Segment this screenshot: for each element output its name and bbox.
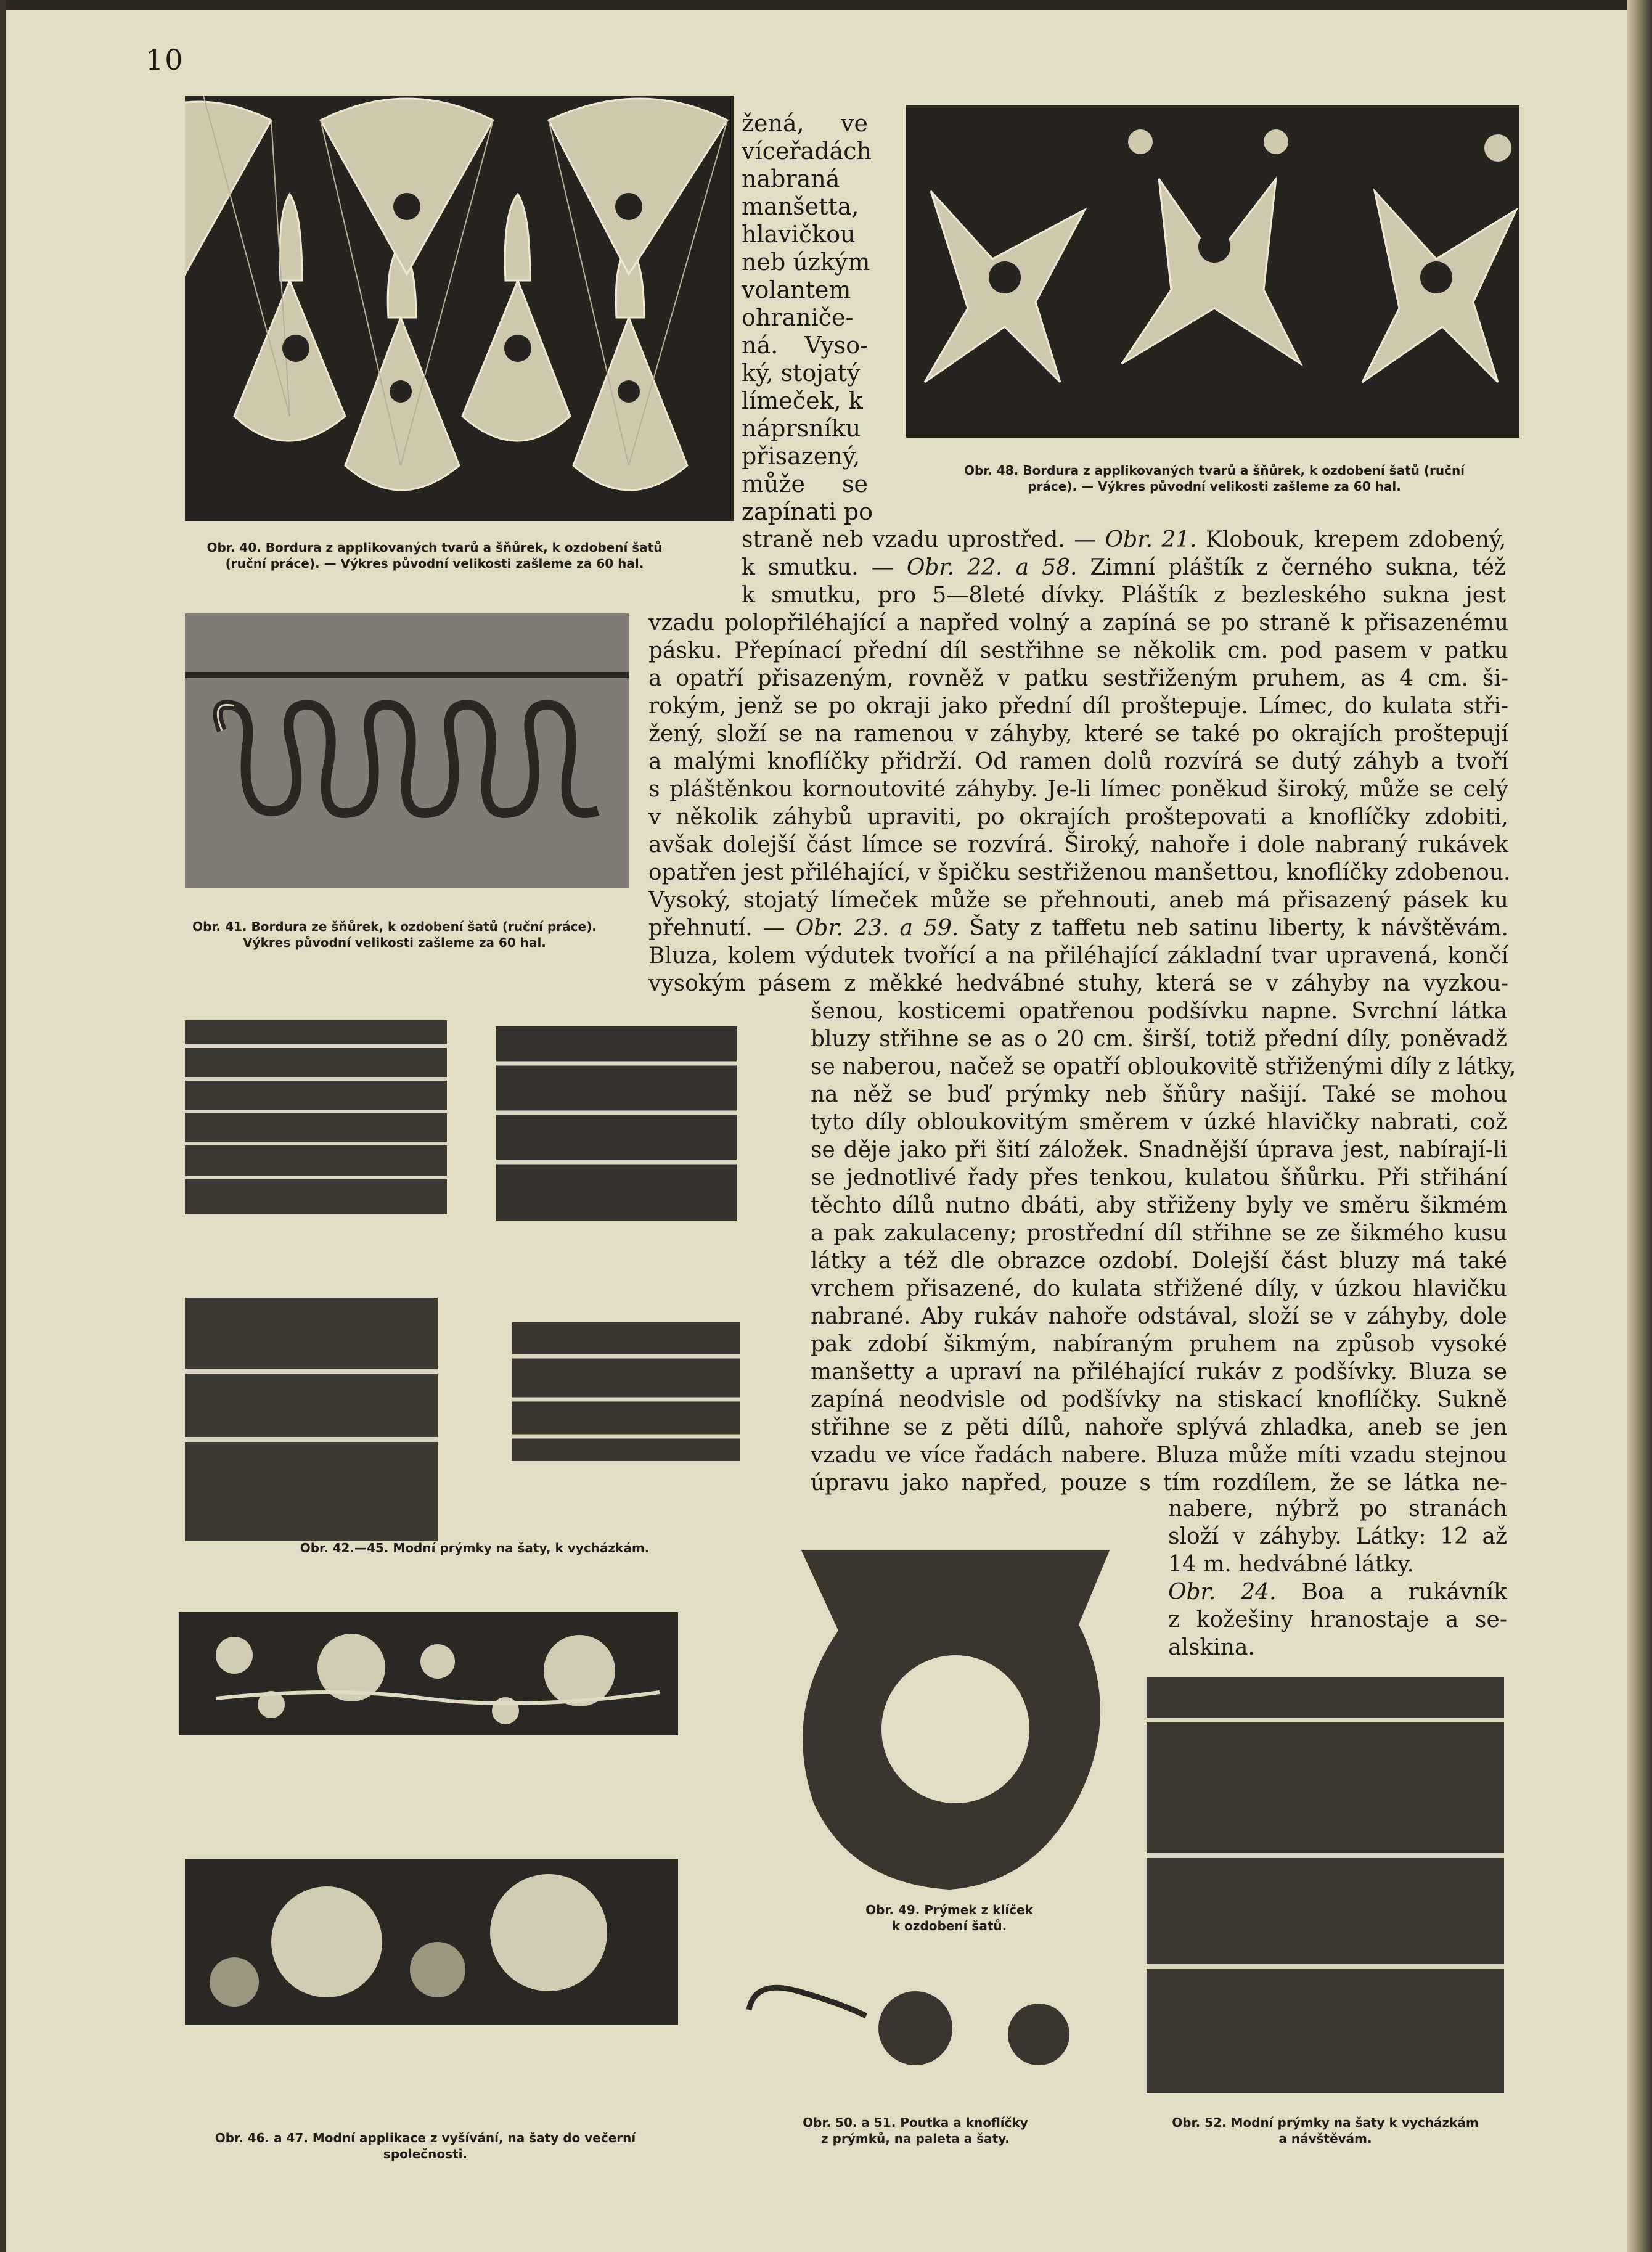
text-line: límeček, k — [742, 387, 863, 414]
figure-reference: Obr. 21. — [1105, 527, 1197, 552]
caption-line: Obr. 52. Modní prýmky na šaty k vycházkám — [1172, 2115, 1479, 2130]
figure-50-51-caption — [749, 2115, 1082, 2147]
caption-line: a návštěvám. — [1278, 2131, 1372, 2146]
text-fragment: Boa a rukávník — [1276, 1579, 1507, 1605]
text-line — [742, 554, 1506, 581]
caption-line: Obr. 48. Bordura z applikovaných tvarů a šňůrek, k ozdobení šatů (ruční — [963, 463, 1465, 478]
text-line: tyto díly obloukovitým směrem v úzké hlavičky nabrati, což — [811, 1110, 1507, 1135]
text-line: žená, ve — [742, 110, 868, 137]
caption-line: Obr. 46. a 47. Modní applikace z vyšívání, na šaty do večerní — [215, 2131, 636, 2145]
text-line: zapínati po — [742, 498, 873, 525]
text-line: opatřen jest přiléhající, v špičku sestřiženou manšettou, knoflíčky zdobenou. — [648, 860, 1511, 885]
text-line: v několik záhybů upraviti, po okrajích proštepovati a knoflíčky zdobiti, — [648, 805, 1508, 830]
caption-line: společnosti. — [383, 2147, 468, 2161]
scan-edge-right — [1627, 0, 1652, 2252]
text-line: neb úzkým — [742, 248, 870, 276]
text-line: vzadu polopřiléhající a napřed volný a zapíná se po straně k přisazenému — [648, 610, 1508, 636]
text-line: přisazený, — [742, 443, 861, 470]
text-line: těchto dílů nutno dbáti, aby střiženy byly ve směru šikmém — [811, 1193, 1507, 1218]
text-line — [648, 914, 1508, 942]
text-line: avšak dolejší část límce se rozvírá. Široký, nahoře i dole nabraný rukávek — [648, 832, 1508, 858]
scan-edge-left — [0, 0, 6, 2252]
text-line: volantem — [742, 276, 851, 303]
scan-edge-top — [0, 0, 1652, 10]
text-line: ohraniče- — [742, 304, 854, 331]
caption-line: Obr. 49. Prýmek z klíček — [865, 1902, 1033, 1917]
text-line: víceřadách — [742, 137, 872, 165]
text-fragment: k smutku. — — [742, 555, 907, 580]
caption-line: práce). — Výkres původní velikosti zašleme za 60 hal. — [1028, 479, 1401, 494]
page-number: 10 — [145, 43, 184, 76]
figure-44-braid-image — [185, 1298, 438, 1541]
text-line: a opatří přisazeným, rovněž v patku sestřiženým pruhem, as 4 cm. ši- — [648, 666, 1508, 691]
figure-50-51-image — [737, 1967, 1088, 2074]
text-line: rokým, jenž se po okraji jako přední díl proštepuje. Límec, do kulata stři- — [648, 694, 1508, 719]
text-fragment: přehnutí. — — [648, 915, 796, 941]
text-line: nabere, nýbrž po stranách — [1168, 1496, 1507, 1521]
text-line: na něž se buď prýmky neb šňůry našijí. Také se mohou — [811, 1082, 1507, 1107]
figure-43-braid-image — [496, 1026, 737, 1221]
caption-line: (ruční práce). — Výkres původní velikosti zašleme za 60 hal. — [225, 556, 644, 571]
text-line: složí v záhyby. Látky: 12 až — [1168, 1524, 1507, 1549]
text-line: pásku. Přepínací přední díl sestřihne se několik cm. pod pasem v patku — [648, 638, 1508, 663]
text-line: vrchem přisazené, do kulata střižené díly, v úzkou hlavičku — [811, 1276, 1507, 1301]
text-line: pak zdobí šikmým, nabíraným pruhem na způsob vysoké — [811, 1332, 1507, 1357]
article-block-3 — [811, 997, 1516, 1497]
text-line: k smutku, pro 5—8leté dívky. Pláštík z bezleského sukna jest — [742, 583, 1506, 608]
text-fragment: Klobouk, krepem zdobený, — [1196, 527, 1507, 552]
text-line: šenou, kosticemi opatřenou podšívku napne. Svrchní látka — [811, 999, 1507, 1024]
text-line: vzadu ve více řadách nabere. Bluza může míti vzadu stejnou — [811, 1443, 1507, 1468]
text-line: a malými knoflíčky přidrží. Od ramen dolů rozvírá se dutý záhyb a tvoří — [648, 749, 1508, 774]
figure-48-caption — [906, 462, 1523, 494]
article-block-4 — [1168, 1495, 1507, 1661]
text-line: úpravu jako napřed, pouze s tím rozdílem, že se látka ne- — [811, 1470, 1507, 1496]
text-line: náprsníku — [742, 415, 861, 442]
figure-52-caption — [1110, 2115, 1541, 2147]
figure-40-caption — [148, 539, 721, 571]
text-line: nabrané. Aby rukáv nahoře odstával, složí se v záhyby, dole — [811, 1304, 1507, 1329]
article-narrow-column — [742, 110, 873, 526]
caption-line: k ozdobení šatů. — [891, 1918, 1007, 1933]
caption-line: Obr. 42.—45. Modní prýmky na šaty, k vycházkám. — [300, 1541, 650, 1555]
text-line: alskina. — [1168, 1635, 1255, 1660]
text-line: může se — [742, 470, 868, 497]
text-fragment: straně neb vzadu uprostřed. — — [742, 527, 1105, 552]
caption-line: z prýmků, na paleta a šaty. — [821, 2131, 1010, 2146]
text-line: zapíná neodvisle od podšívky na stiskací knoflíčky. Sukně — [811, 1387, 1507, 1412]
figure-reference: Obr. 24. — [1168, 1579, 1277, 1605]
figure-45-braid-image — [512, 1322, 740, 1461]
text-line: 14 m. hedvábné látky. — [1168, 1552, 1414, 1577]
text-fragment: Šaty z taffetu neb satinu liberty, k návštěvám. — [959, 915, 1508, 941]
figure-40-image — [185, 96, 734, 521]
text-line: žený, složí se na ramenou v záhyby, které se také po okrajích proštepují — [648, 721, 1508, 747]
figure-42-45-caption — [234, 1540, 715, 1556]
text-line: ná. Vyso- — [742, 332, 868, 359]
text-line: se naberou, načež se opatří obloukovitě střiženými díly z látky, — [811, 1054, 1516, 1079]
figure-42-braid-image — [185, 1020, 447, 1214]
text-line: a pak zakulaceny; prostřední díl střihne se ze šikmého kusu — [811, 1221, 1507, 1246]
text-line: s pláštěnkou kornoutovité záhyby. Je-li límec poněkud široký, může se celý — [648, 777, 1508, 802]
figure-49-image — [789, 1526, 1122, 1896]
text-line — [742, 526, 1506, 554]
text-line: se jednotlivé řady přes tenkou, kulatou šňůrku. Při střihání — [811, 1165, 1507, 1190]
text-line: nabraná — [742, 165, 840, 192]
text-fragment: Zimní pláštík z černého sukna, též — [1077, 555, 1506, 580]
text-line: Vysoký, stojatý límeček může se přehnouti, aneb má přisazený pásek ku — [648, 888, 1508, 913]
text-line: Bluza, kolem výdutek tvořící a na přiléhající základní tvar upravená, končí — [648, 943, 1508, 968]
text-line: manšetty a upraví na přiléhající rukáv z podšívky. Bluza se — [811, 1359, 1507, 1385]
caption-line: Obr. 40. Bordura z applikovaných tvarů a šňůrek, k ozdobení šatů — [206, 540, 663, 555]
figure-41-image — [185, 613, 629, 888]
text-line: střihne se z pěti dílů, nahoře splývá zhladka, aneb se jen — [811, 1415, 1507, 1440]
figure-49-caption — [795, 1902, 1103, 1934]
figure-48-image — [906, 105, 1519, 438]
article-block-1 — [742, 526, 1506, 609]
caption-line: Obr. 50. a 51. Poutka a knoflíčky — [803, 2115, 1028, 2130]
figure-47-applique-image — [185, 1859, 678, 2025]
figure-41-caption — [148, 919, 641, 951]
text-line — [1168, 1578, 1507, 1606]
figure-reference: Obr. 22. a 58. — [906, 555, 1077, 580]
text-line: se děje jako při šití záložek. Snadnější úprava jest, nabírají-li — [811, 1137, 1507, 1163]
text-line: látky a též dle obrazce ozdobí. Dolejší část bluzy má také — [811, 1248, 1507, 1274]
text-line: bluzy střihne se as o 20 cm. širší, totiž přední díly, poněvadž — [811, 1026, 1507, 1052]
figure-reference: Obr. 23. a 59. — [795, 915, 959, 941]
caption-line: Výkres původní velikosti zašleme za 60 hal. — [243, 935, 546, 950]
article-block-2 — [648, 609, 1511, 997]
text-line: hlavičkou — [742, 221, 856, 248]
text-line: ký, stojatý — [742, 359, 861, 387]
text-line: manšetta, — [742, 193, 859, 220]
text-line: vysokým pásem z měkké hedvábné stuhy, která se v záhyby na vyzkou- — [648, 971, 1508, 996]
text-line: z kožešiny hranostaje a se- — [1168, 1607, 1507, 1632]
figure-52-braid-image — [1147, 1677, 1504, 2093]
figure-46-47-caption — [142, 2130, 709, 2162]
caption-line: Obr. 41. Bordura ze šňůrek, k ozdobení šatů (ruční práce). — [192, 919, 597, 934]
figure-46-applique-image — [179, 1612, 678, 1735]
